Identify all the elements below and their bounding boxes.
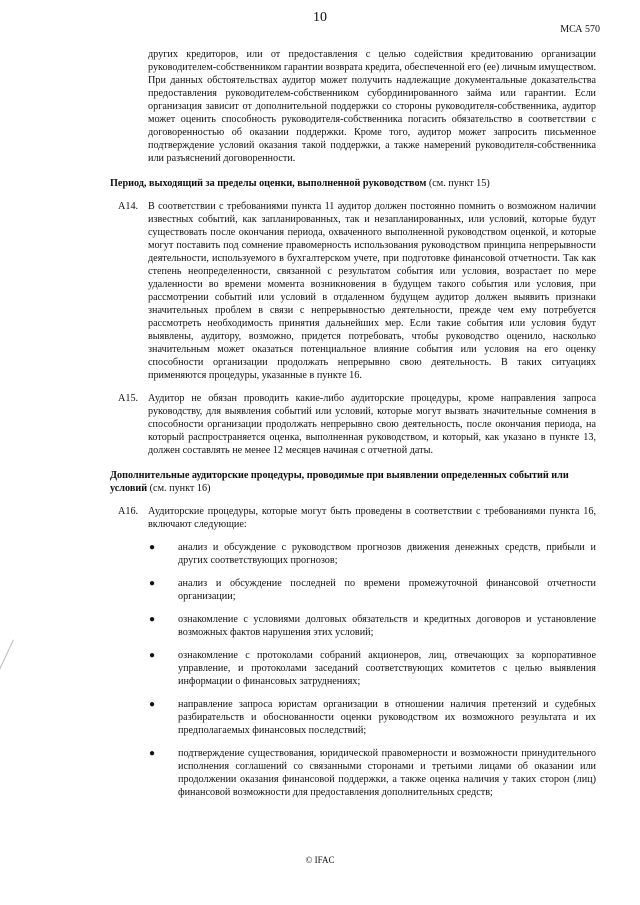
section-heading-text: Период, выходящий за пределы оценки, выполненной руководством: [110, 178, 427, 189]
list-item: [149, 577, 596, 603]
paragraph-number: A14.: [118, 201, 139, 212]
paragraph-text: Аудитор не обязан проводить какие-либо аудиторские процедуры, кроме направления запроса руководству, для выявления событий или условий, которые могут вызвать значительные сомнения в способности организации продолжать непрерывно свою деятельность, после окончания периода, на который распространяется оценка, выполненная руководством, и который, как указано в пункте 13, должен составлять не менее 12 месяцев начиная с отчетной даты.: [148, 393, 596, 456]
list-item: [149, 613, 596, 639]
paragraph-number: A16.: [118, 506, 139, 517]
paragraph-a15: [110, 392, 596, 457]
list-item-text: анализ и обсуждение последней по времени промежуточной финансовой отчетности организации;: [178, 578, 596, 602]
list-item: [149, 541, 596, 567]
document-code: МСА 570: [560, 24, 600, 35]
paragraph-a16: [110, 505, 596, 531]
paragraph-a14: [110, 200, 596, 382]
paragraph-text: В соответствии с требованиями пункта 11 аудитор должен постоянно помнить о возможном наличии известных событий, как запланированных, так и незапланированных, или условий, которые будут существовать после окончания периода, охваченного выполненной руководством оценкой, и которые могут поставить под сомнение правомерность использования руководством принципа непрерывности деятельности, используемого в бухгалтерском учете, при подготовке финансовой отчетности. Так как степень неопределенности, связанной с результатом события или условия, возрастает по мере удаленности во времени момента возникновения в будущем такого события или условия, при рассмотрении событий или условий в отдаленном будущем аудитор должен выявить признаки значительных проблем в связи с непрерывностью деятельности, прежде чем ему потребуется рассмотреть необходимость принятия дальнейших мер. Если такие события или условия будут выявлены, аудитору, возможно, придется потребовать, чтобы руководство оценило, насколько значительным может оказаться потенциальное влияние события или условия на его оценку способности организации продолжать непрерывно свою деятельность. В таких ситуациях применяются процедуры, указанные в пункте 16.: [148, 201, 596, 381]
bullet-icon: ●: [149, 542, 156, 553]
bullet-icon: ●: [149, 614, 156, 625]
section-heading-reference: (см. пункт 16): [147, 483, 211, 494]
section-heading-text: Дополнительные аудиторские процедуры, проводимые при выявлении определенных событий или условий: [110, 470, 569, 494]
paragraph-number: A15.: [118, 393, 139, 404]
bullet-icon: ●: [149, 578, 156, 589]
copyright-footer: © IFAC: [305, 855, 335, 865]
procedures-list: [110, 541, 596, 799]
bullet-icon: ●: [149, 650, 156, 661]
scan-artifact: [0, 640, 23, 681]
list-item: [149, 747, 596, 799]
page-content: [110, 48, 596, 799]
list-item: [149, 649, 596, 688]
list-item-text: анализ и обсуждение с руководством прогнозов движения денежных средств, прибыли и других соответствующих прогнозов;: [178, 542, 596, 566]
list-item-text: подтверждение существования, юридической правомерности и возможности принудительного исполнения соглашений со связанными сторонами и третьими лицами об оказании или продолжении оказания финансовой поддержки, а также оценка наличия у таких сторон (лиц) финансовой возможности для предоставления дополнительных средств;: [178, 748, 596, 798]
continued-paragraph: других кредиторов, или от предоставления с целью содействия кредитованию организации руководителем-собственником гарантии возврата кредита, обеспеченной его (ее) личным имуществом. При данных обстоятельствах аудитор может получить надлежащие документальные доказательства предоставления руководителем-собственником субординированного займа или гарантии. Если организация зависит от дополнительной поддержки со стороны руководителя-собственника, аудитор может оценить способность руководителя-собственника погасить обязательство в соответствии с договоренностью об оказании поддержки. Кроме того, аудитор может запросить письменное подтверждение условий оказания такой поддержки, а также намерений руководителя-собственника или разъяснений договоренности.: [148, 49, 596, 164]
section-heading-additional-procedures: [110, 469, 596, 495]
page-number: 10: [313, 10, 327, 25]
list-item: [149, 698, 596, 737]
bullet-icon: ●: [149, 748, 156, 759]
list-item-text: направление запроса юристам организации в отношении наличия претензий и судебных разбирательств и обоснованности оценки руководством их возможного результата и их предполагаемых финансовых последствий;: [178, 699, 596, 736]
bullet-icon: ●: [149, 699, 156, 710]
list-item-text: ознакомление с условиями долговых обязательств и кредитных договоров и установление возможных фактов нарушения этих условий;: [178, 614, 596, 638]
list-item-text: ознакомление с протоколами собраний акционеров, лиц, отвечающих за корпоративное управление, и протоколами заседаний соответствующих комитетов с целью выявления информации о финансовых затруднениях;: [178, 650, 596, 687]
paragraph-text: Аудиторские процедуры, которые могут быть проведены в соответствии с требованиями пункта 16, включают следующие:: [148, 506, 596, 530]
section-heading-reference: (см. пункт 15): [426, 178, 490, 189]
section-heading-beyond-period: [110, 177, 596, 190]
